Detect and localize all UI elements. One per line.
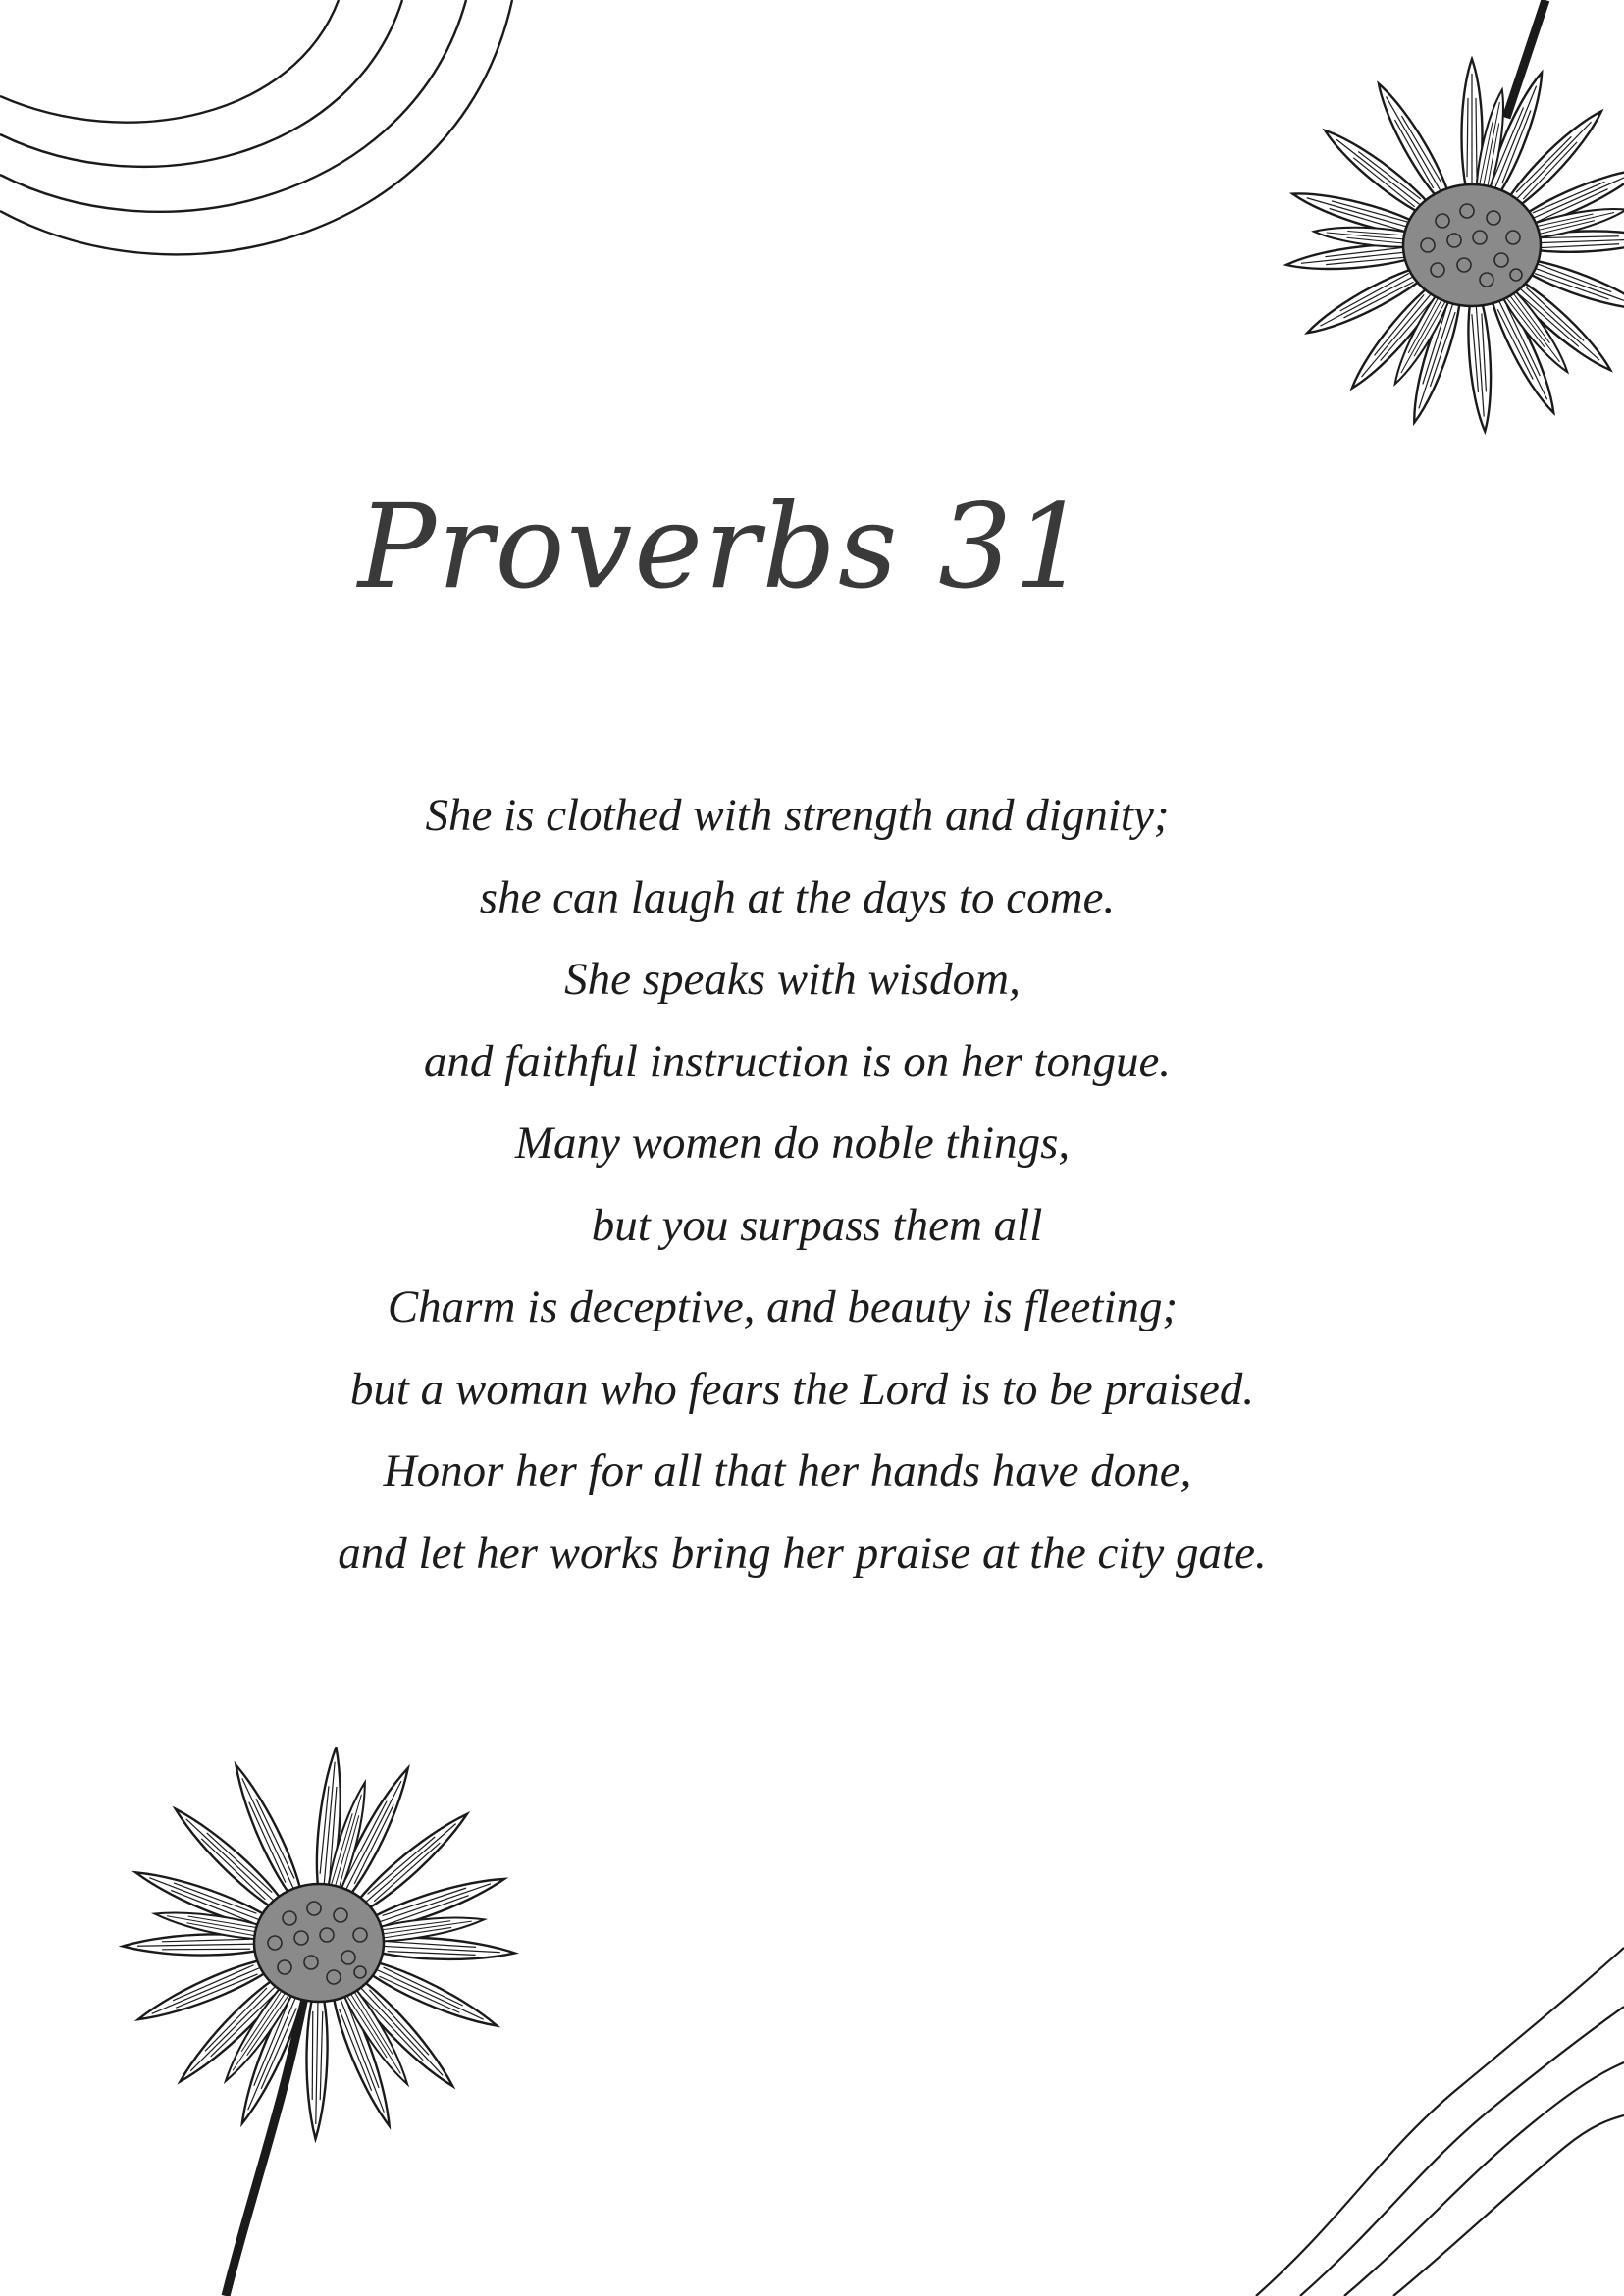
verse-line: and faithful instruction is on her tongue. — [423, 1035, 1172, 1087]
arc-lines-decoration — [0, 0, 530, 294]
verse-line: She speaks with wisdom, — [564, 954, 1021, 1005]
verse-line: She is clothed with strength and dignity; — [425, 790, 1170, 841]
verse-line: she can laugh at the days to come. — [479, 871, 1116, 923]
verse-line: but a woman who fears the Lord is to be praised. — [349, 1363, 1255, 1415]
page-title: Proverbs 31 — [357, 479, 1090, 614]
verse-line: Honor her for all that her hands have done, — [383, 1445, 1192, 1496]
verse-line: Charm is deceptive, and beauty is fleeting; — [387, 1281, 1179, 1332]
wave-lines-decoration — [1236, 1923, 1624, 2296]
daisy-flower-bottom-left — [59, 1747, 550, 2296]
verse-line: Many women do noble things, — [514, 1118, 1071, 1169]
daisy-flower-top-right — [1231, 0, 1624, 451]
verse-line: and let her works bring her praise at the city gate. — [338, 1527, 1267, 1579]
verse-line: but you surpass them all — [591, 1199, 1043, 1251]
verse-text — [0, 775, 1624, 1594]
